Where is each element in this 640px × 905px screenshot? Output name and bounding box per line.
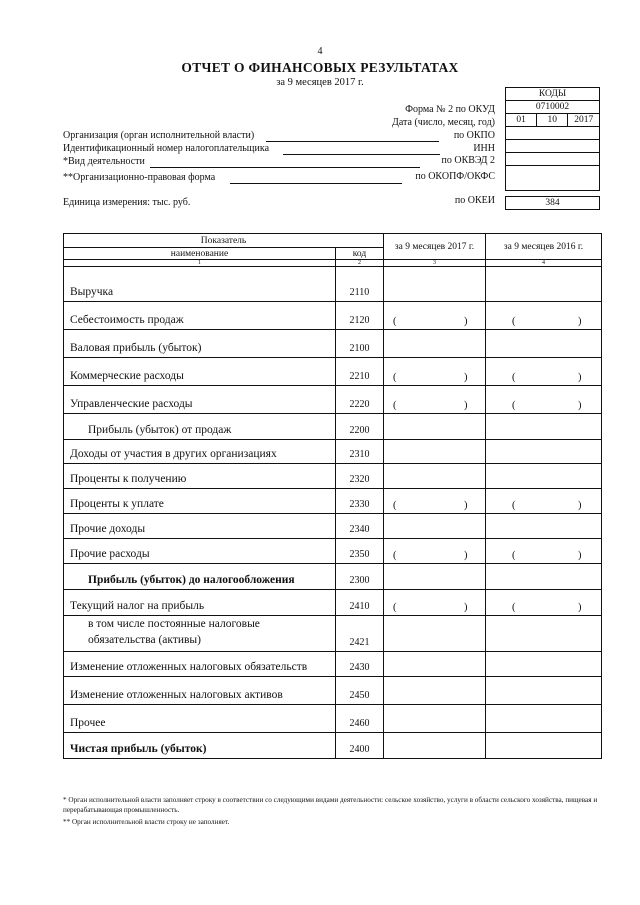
row-name: Текущий налог на прибыль — [64, 590, 336, 616]
row-code: 2340 — [336, 514, 384, 539]
inn-input-line[interactable] — [283, 154, 440, 155]
row-name: Управленческие расходы — [64, 386, 336, 414]
value-2016-cell[interactable]: ( ) — [486, 358, 602, 386]
page-subtitle: за 9 месяцев 2017 г. — [276, 77, 364, 88]
row-name: Прибыль (убыток) от продаж — [64, 414, 336, 440]
row-code: 2400 — [336, 733, 384, 759]
org-input-line[interactable] — [266, 141, 439, 142]
okopf-code-cell — [506, 166, 600, 191]
col-index-1: 1 — [64, 260, 336, 267]
row-name: Прибыль (убыток) до налогообложения — [64, 564, 336, 590]
table-row — [64, 464, 602, 489]
table-row — [64, 677, 602, 705]
table-row — [64, 489, 602, 514]
inn-label: Идентификационный номер налогоплательщика — [63, 143, 270, 154]
activity-label: *Вид деятельности — [63, 156, 145, 167]
value-2016-cell[interactable] — [486, 440, 602, 464]
table-row — [64, 414, 602, 440]
col-index-2: 2 — [336, 260, 384, 267]
value-2016-cell[interactable]: ( ) — [486, 489, 602, 514]
value-2017-cell[interactable] — [384, 616, 486, 652]
okei-code: 384 — [506, 197, 600, 210]
value-2017-cell[interactable] — [384, 564, 486, 590]
row-code: 2330 — [336, 489, 384, 514]
value-2017-cell[interactable] — [384, 652, 486, 677]
row-name: Изменение отложенных налоговых обязательств — [64, 652, 336, 677]
row-name: Проценты к получению — [64, 464, 336, 489]
value-2016-cell[interactable] — [486, 414, 602, 440]
table-row — [64, 440, 602, 464]
table-row — [64, 358, 602, 386]
value-2016-cell[interactable] — [486, 330, 602, 358]
row-name: Валовая прибыль (убыток) — [64, 330, 336, 358]
codes-header: КОДЫ — [506, 88, 600, 101]
date-year: 2017 — [568, 114, 600, 127]
table-row — [64, 616, 602, 652]
value-2016-cell[interactable]: ( ) — [486, 386, 602, 414]
value-2016-cell[interactable] — [486, 616, 602, 652]
col-code: код — [336, 248, 384, 260]
row-name: Проценты к уплате — [64, 489, 336, 514]
row-code: 2450 — [336, 677, 384, 705]
okei-label: по ОКЕИ — [454, 195, 495, 206]
col-2016: за 9 месяцев 2016 г. — [486, 234, 602, 260]
row-code: 2110 — [336, 267, 384, 302]
okved-code-cell — [506, 153, 600, 166]
col-indicator: Показатель — [64, 234, 384, 248]
row-code: 2350 — [336, 539, 384, 564]
legal-form-label: **Организационно-правовая форма — [63, 172, 216, 183]
row-name: Прочее — [64, 705, 336, 733]
col-index-4: 4 — [486, 260, 602, 267]
value-2017-cell[interactable] — [384, 464, 486, 489]
unit-label: Единица измерения: тыс. руб. — [63, 197, 191, 208]
value-2016-cell[interactable]: ( ) — [486, 539, 602, 564]
inn-code-cell — [506, 140, 600, 153]
row-name: Изменение отложенных налоговых активов — [64, 677, 336, 705]
value-2017-cell[interactable] — [384, 514, 486, 539]
table-row — [64, 705, 602, 733]
row-name: Прочие расходы — [64, 539, 336, 564]
org-label: Организация (орган исполнительной власти) — [63, 130, 255, 141]
row-name: Прочие доходы — [64, 514, 336, 539]
value-2017-cell[interactable]: ( ) — [384, 358, 486, 386]
row-name: Себестоимость продаж — [64, 302, 336, 330]
value-2016-cell[interactable] — [486, 267, 602, 302]
page-title: ОТЧЕТ О ФИНАНСОВЫХ РЕЗУЛЬТАТАХ — [181, 60, 459, 75]
value-2017-cell[interactable] — [384, 267, 486, 302]
inn-code-label: ИНН — [473, 143, 495, 154]
col-2017: за 9 месяцев 2017 г. — [384, 234, 486, 260]
okved-label: по ОКВЭД 2 — [441, 155, 495, 166]
row-code: 2200 — [336, 414, 384, 440]
date-day: 01 — [506, 114, 537, 127]
row-code: 2120 — [336, 302, 384, 330]
okopf-label: по ОКОПФ/ОКФС — [415, 171, 495, 182]
legal-form-input-line[interactable] — [230, 183, 402, 184]
value-2017-cell[interactable] — [384, 677, 486, 705]
table-row — [64, 652, 602, 677]
value-2016-cell[interactable] — [486, 564, 602, 590]
col-index-3: 3 — [384, 260, 486, 267]
row-code: 2220 — [336, 386, 384, 414]
page-number: 4 — [317, 46, 323, 57]
table-row — [64, 267, 602, 302]
row-name: Коммерческие расходы — [64, 358, 336, 386]
row-name: Доходы от участия в других организациях — [64, 440, 336, 464]
value-2017-cell[interactable] — [384, 440, 486, 464]
value-2017-cell[interactable]: ( ) — [384, 302, 486, 330]
value-2016-cell[interactable]: ( ) — [486, 302, 602, 330]
table-row — [64, 564, 602, 590]
row-code: 2430 — [336, 652, 384, 677]
table-row — [64, 733, 602, 759]
row-code: 2421 — [336, 616, 384, 652]
row-code: 2100 — [336, 330, 384, 358]
value-2017-cell[interactable] — [384, 330, 486, 358]
row-code: 2460 — [336, 705, 384, 733]
date-month: 10 — [537, 114, 568, 127]
okud-code: 0710002 — [506, 101, 600, 114]
row-code: 2410 — [336, 590, 384, 616]
row-name: Выручка — [64, 267, 336, 302]
okud-label: Форма № 2 по ОКУД — [405, 104, 495, 115]
table-row — [64, 386, 602, 414]
footnote-2: ** Орган исполнительной власти строку не заполняет. — [63, 818, 230, 826]
value-2017-cell[interactable] — [384, 414, 486, 440]
table-row — [64, 330, 602, 358]
row-code: 2310 — [336, 440, 384, 464]
table-row — [64, 590, 602, 616]
row-code: 2320 — [336, 464, 384, 489]
table-row — [64, 514, 602, 539]
value-2016-cell[interactable] — [486, 464, 602, 489]
row-name: в том числе постоянные налоговые обязательства (активы) — [64, 616, 336, 652]
row-code: 2300 — [336, 564, 384, 590]
row-name: Чистая прибыль (убыток) — [64, 733, 336, 759]
value-2016-cell[interactable] — [486, 514, 602, 539]
value-2016-cell[interactable] — [486, 705, 602, 733]
okpo-code-cell — [506, 127, 600, 140]
activity-input-line[interactable] — [150, 167, 420, 168]
value-2016-cell[interactable]: ( ) — [486, 590, 602, 616]
value-2016-cell[interactable] — [486, 733, 602, 759]
value-2017-cell[interactable] — [384, 733, 486, 759]
col-name: наименование — [64, 248, 336, 260]
value-2017-cell[interactable]: ( ) — [384, 489, 486, 514]
value-2017-cell[interactable] — [384, 705, 486, 733]
table-row — [64, 539, 602, 564]
codes-box — [505, 87, 600, 210]
date-label: Дата (число, месяц, год) — [392, 117, 495, 128]
value-2016-cell[interactable] — [486, 677, 602, 705]
value-2017-cell[interactable]: ( ) — [384, 386, 486, 414]
footnote-1: * Орган исполнительной власти заполняет строку в соответствии со следующими видами деятельности: сельское хозяйство, услуги в области сельского хозяйства, пищевая и перерабатывающая промышленность. — [63, 796, 598, 814]
value-2017-cell[interactable]: ( ) — [384, 590, 486, 616]
table-row — [64, 302, 602, 330]
okpo-label: по ОКПО — [453, 130, 495, 141]
row-code: 2210 — [336, 358, 384, 386]
value-2017-cell[interactable]: ( ) — [384, 539, 486, 564]
value-2016-cell[interactable] — [486, 652, 602, 677]
financial-results-table — [63, 233, 602, 759]
